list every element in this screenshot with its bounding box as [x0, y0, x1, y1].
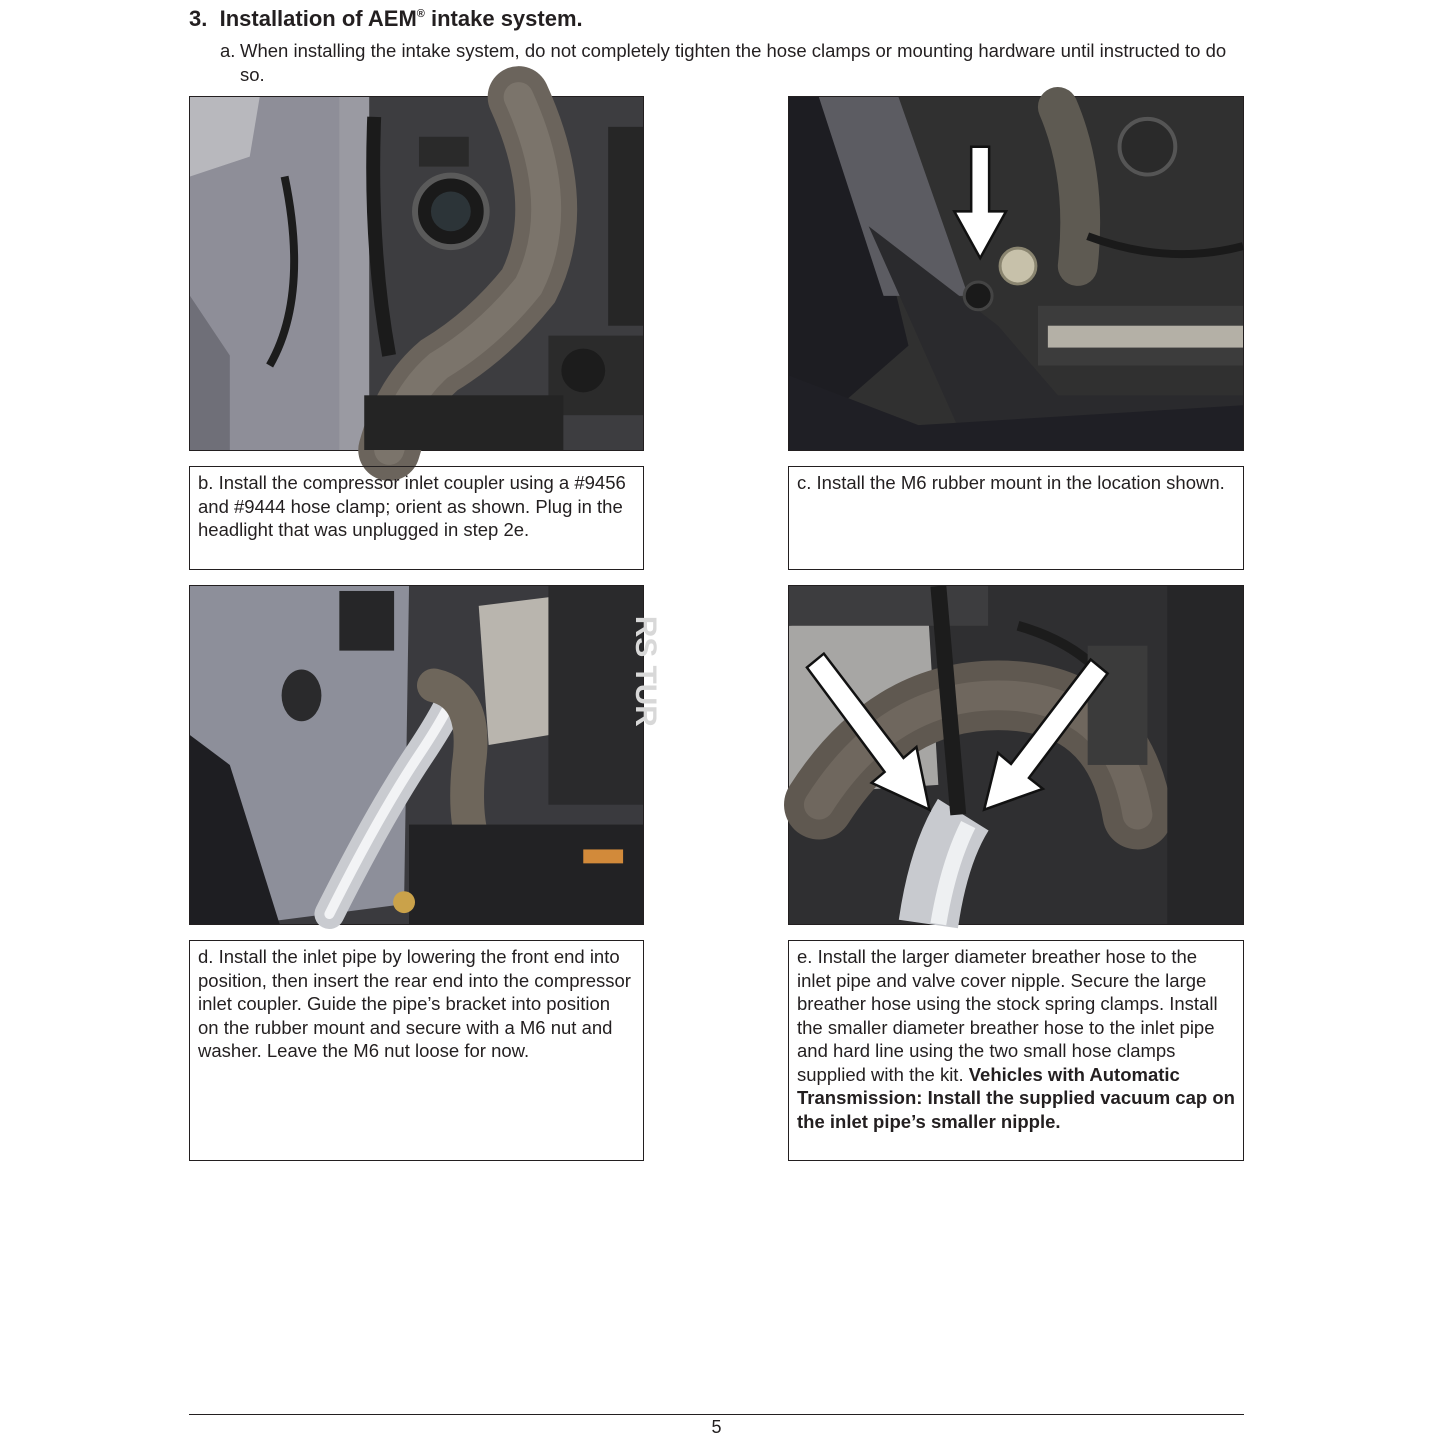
photo-inlet-pipe: [189, 585, 663, 925]
engine-photo-rubber-mount-with-arrow-icon: [789, 97, 1243, 450]
caption-e-bold-note: Vehicles with Automatic Transmission: Install the supplied vacuum cap on the inlet pipe’s smaller nipple.: [797, 1063, 1235, 1132]
step-a: [220, 39, 1240, 86]
caption-c-text: c. Install the M6 rubber mount in the location shown.: [797, 472, 1225, 493]
step-a-text: When installing the intake system, do not completely tighten the hose clamps or mounting hardware until instructed to do so.: [240, 40, 1227, 85]
caption-d-text: d. Install the inlet pipe by lowering the front end into position, then insert the rear end into the compressor inlet coupler. Guide the pipe’s bracket into position on the rubber mount and secure with a M6 nut and washer. Leave the M6 nut loose for now.: [198, 946, 631, 1061]
step-a-label: a.: [220, 40, 236, 61]
page-number: 5: [711, 1417, 722, 1437]
photo-compressor-coupler: [189, 96, 644, 451]
caption-e: [788, 940, 1244, 1161]
section-heading: [189, 6, 583, 32]
caption-b-text: b. Install the compressor inlet coupler using a #9456 and #9444 hose clamp; orient as shown. Plug in the headlight that was unplugged in step 2e.: [198, 472, 626, 540]
section-title: Installation of AEM: [219, 6, 417, 31]
engine-photo-breather-hoses-with-arrows-icon: [789, 586, 1243, 924]
caption-c: [788, 466, 1244, 570]
engine-cover-label: RS TUR: [629, 615, 663, 727]
section-title-end: intake system.: [424, 6, 583, 31]
section-number: 3.: [189, 6, 208, 31]
caption-b: [189, 466, 644, 570]
caption-e-text: e. Install the larger diameter breather hose to the inlet pipe and valve cover nipple. Secure the large breather hose using the stock spring clamps. Install the smaller diameter breather hose to the inlet pipe and hard line using the two small hose clamps supplied with the kit.: [797, 946, 1218, 1085]
engine-photo-inlet-pipe-icon: [190, 586, 663, 924]
registered-mark: ®: [416, 8, 425, 20]
caption-d: [189, 940, 644, 1161]
engine-photo-compressor-coupler-icon: [190, 97, 643, 450]
photo-breather-hoses: [788, 585, 1244, 925]
photo-rubber-mount: [788, 96, 1244, 451]
footer-rule: [189, 1414, 1244, 1415]
